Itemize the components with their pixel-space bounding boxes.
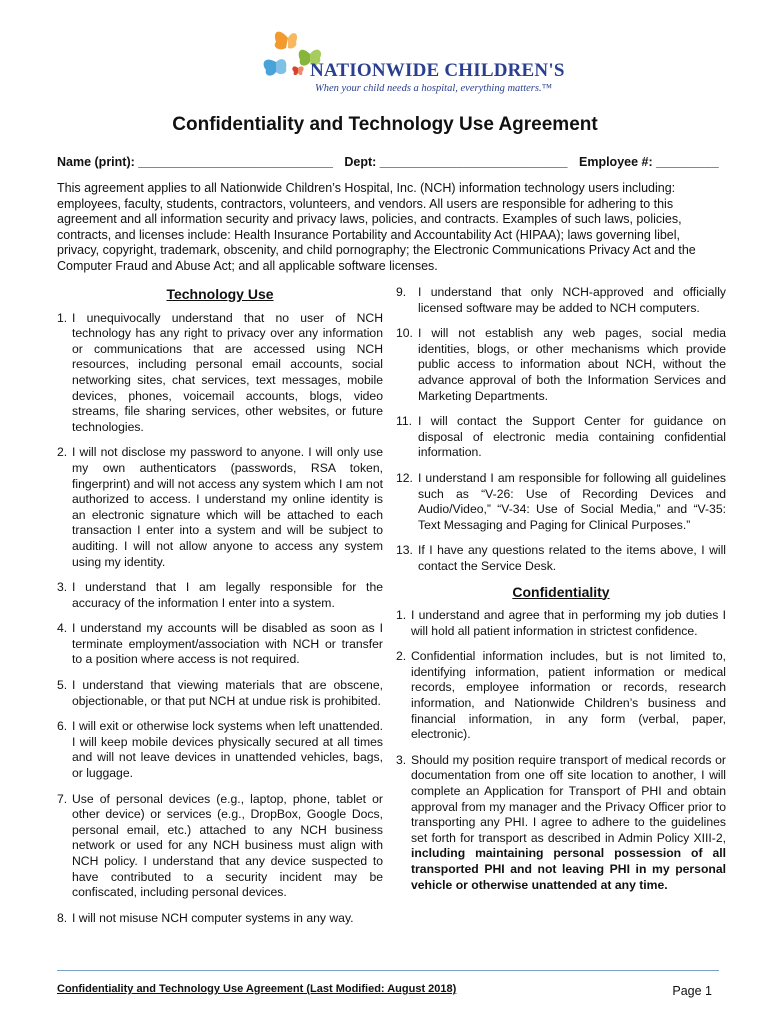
item-number: 11. (396, 414, 413, 429)
item-number: 13. (396, 543, 413, 558)
item-text: I will contact the Support Center for guidance on disposal of electronic media containing confidential information. (418, 414, 726, 460)
item-text: I understand that viewing materials that are obscene, objectionable, or that put NCH at undue risk is prohibited. (72, 678, 383, 708)
nationwide-childrens-logo (258, 28, 565, 100)
confidentiality-list (396, 608, 726, 893)
signature-fields (57, 155, 727, 169)
dept-field[interactable]: Dept: ___________________________ (344, 155, 568, 169)
list-item (57, 678, 383, 709)
intro-paragraph: This agreement applies to all Nationwide Children’s Hospital, Inc. (NCH) information technology users including: employees, faculty, students, contractors, volunteers, and vendors. All users are responsible for adhering to this agreement and all information security and privacy laws, policies, and contracts. Examples of such laws, policies, contracts, and licenses include: Health Insurance Portability and Accountability Act (HIPAA); laws governing libel, privacy, copyright, trademark, obscenity, and child pornography; the Electronic Communications Privacy Act and the Computer Fraud and Abuse Act; and all applicable software licenses. (57, 181, 696, 273)
list-item (396, 543, 726, 574)
page-title: Confidentiality and Technology Use Agreement (172, 114, 598, 135)
technology-use-heading: Technology Use (166, 286, 274, 302)
item-number: 6. (57, 719, 68, 734)
list-item (396, 285, 726, 316)
item-number: 12. (396, 470, 413, 485)
item-text: I will not misuse NCH computer systems in any way. (72, 910, 354, 925)
item-number: 5. (57, 678, 68, 693)
item-number: 10. (396, 326, 413, 341)
employee-number-field[interactable]: Employee #: _________ (579, 155, 719, 169)
right-column (396, 285, 726, 903)
item-number: 1. (57, 310, 68, 325)
item-number: 2. (396, 649, 407, 664)
logo-name: NATIONWIDE CHILDREN'S (310, 60, 565, 81)
left-column (57, 287, 383, 936)
list-item (396, 471, 726, 533)
list-item (57, 580, 383, 611)
item-number: 1. (396, 608, 407, 623)
item-number: 7. (57, 791, 68, 806)
item-text: I understand and agree that in performing my job duties I will hold all patient information in strictest confidence. (411, 608, 726, 638)
list-item (57, 445, 383, 570)
item-text: I unequivocally understand that no user of NCH technology has any right to privacy over any information or communications that are accessed using NCH resources, including personal email accounts, social networking sites, chat services, text messages, mobile devices, phones, voicemail accounts, blogs, video streams, file sharing services, other websites, or future technologies. (72, 310, 383, 434)
item-number: 4. (57, 621, 68, 636)
item-number: 2. (57, 445, 68, 460)
item-number: 3. (396, 752, 407, 767)
item-text (411, 753, 726, 893)
page-number: Page 1 (672, 984, 712, 998)
list-item (57, 311, 383, 436)
logo-tagline: When your child needs a hospital, everything matters.™ (315, 83, 552, 94)
name-print-field[interactable]: Name (print): ____________________________ (57, 155, 333, 169)
list-item (396, 414, 726, 461)
item-text: I understand that I am legally responsible for the accuracy of the information I enter into a system. (72, 580, 383, 610)
item-number: 3. (57, 580, 68, 595)
list-item (57, 792, 383, 901)
item-text: I will exit or otherwise lock systems when left unattended. I will keep mobile devices physically secured at all times and will not leave devices in unattended vehicles, bags, or luggage. (72, 719, 383, 781)
list-item (57, 621, 383, 668)
item-text: I will not establish any web pages, social media identities, blogs, or other mechanisms which provide public access to information about NCH, without the advance approval of both the Information Services and Marketing Departments. (418, 326, 726, 403)
item-text-bold: including maintaining personal possession of all transported PHI and not leaving PHI in my personal vehicle or otherwise unattended at any time. (411, 846, 726, 892)
item-text-regular: Should my position require transport of medical records or documentation from one off site location to another, I will complete an Application for Transport of PHI and obtain approval from my manager and the Privacy Officer prior to transporting any PHI. I agree to adhere to the guidelines set forth for transport as described in Admin Policy XIII-2, (411, 752, 726, 845)
technology-use-list (57, 311, 383, 927)
footer-divider (57, 970, 719, 971)
technology-use-list-continued (396, 285, 726, 575)
item-text: Use of personal devices (e.g., laptop, phone, tablet or other device) or services (e.g., DropBox, Google Docs, personal email, etc.) attached to any NCH business network or used for any NCH business must align with NCH policy. I understand that any device suspected to have contributed to a security incident may be confiscated, including personal devices. (72, 791, 383, 900)
list-item (396, 326, 726, 404)
item-text: If I have any questions related to the items above, I will contact the Service Desk. (418, 543, 726, 573)
item-text: I understand that only NCH-approved and officially licensed software may be added to NCH computers. (418, 285, 726, 315)
footer-document-title: Confidentiality and Technology Use Agreement (Last Modified: August 2018) (57, 983, 457, 995)
list-item (57, 719, 383, 781)
item-text: I will not disclose my password to anyone. I will only use my own authenticators (passwords, RSA token, fingerprint) and will not access any system which I am not authorized to access. I understand my online identity is an electronic signature which will be attached to each transaction I enter into a system and will be subject to auditing. I will not allow anyone to access any system using my identity. (72, 445, 383, 569)
item-text: Confidential information includes, but is not limited to, identifying information, patient information or medical records, employee information or records, research information, and Nationwide Children’s business and financial information, in any form (verbal, paper, electronic). (411, 649, 726, 742)
item-number: 8. (57, 910, 68, 925)
list-item (396, 608, 726, 639)
item-text: I understand my accounts will be disabled as soon as I terminate employment/association with NCH or transfer to a position where access is not required. (72, 621, 383, 667)
list-item (57, 911, 383, 927)
list-item (396, 753, 726, 893)
item-text: I understand I am responsible for following all guidelines such as “V-26: Use of Recording Devices and Audio/Video,” “V-34: Use of Social Media,” and “V-35: Text Messaging and Paging for Clinical Purposes.” (418, 470, 726, 532)
confidentiality-heading: Confidentiality (512, 583, 610, 600)
item-number: 9. (396, 285, 407, 299)
list-item (396, 649, 726, 743)
